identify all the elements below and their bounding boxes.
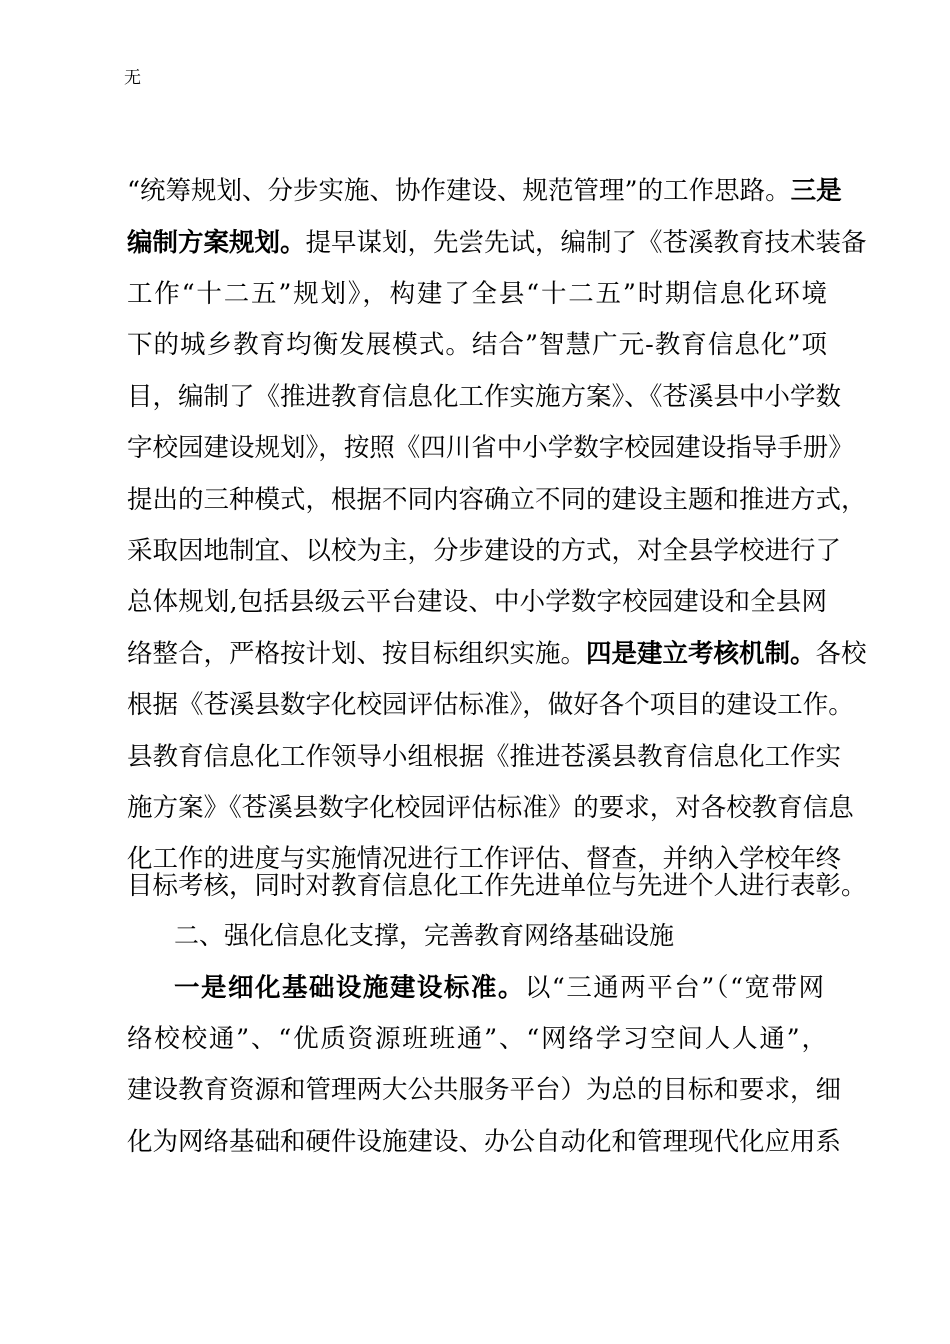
paragraph-line <box>174 963 824 1013</box>
bold-phrase: 三是 <box>790 176 842 206</box>
text-run: 县教育信息化工作领导小组根据《推进苍溪县教育信息化工作实 <box>127 742 842 772</box>
bold-phrase: 编制方案规划。 <box>127 228 306 258</box>
text-run: 字校园建设规划》，按照《四川省中小学数字校园建设指导手册》 <box>127 433 854 463</box>
text-run: 目标考核，同时对教育信息化工作先进单位与先进个人进行表彰。 <box>127 871 867 901</box>
text-run: 络校校通”、“优质资源班班通”、“网络学习空间人人通”， <box>127 1024 827 1054</box>
text-run: 二、强化信息化支撑，完善教育网络基础设施 <box>174 921 675 950</box>
paragraph-line <box>127 783 854 833</box>
text-run: “统筹规划、分步实施、协作建设、规范管理”的工作思路。 <box>127 176 791 206</box>
paragraph-line <box>127 269 827 319</box>
paragraph-line <box>127 629 867 679</box>
text-run: 建设教育资源和管理两大公共服务平台）为总的目标和要求，细 <box>127 1075 842 1105</box>
text-run: 采取因地制宜、以校为主，分步建设的方式，对全县学校进行了 <box>127 536 842 566</box>
section-heading <box>174 911 674 961</box>
paragraph-line <box>127 732 842 782</box>
paragraph-line <box>127 1117 842 1167</box>
paragraph-line <box>127 1014 827 1064</box>
text-run: 施方案》《苍溪县数字化校园评估标准》的要求，对各校教育信息 <box>127 793 854 823</box>
paragraph-line <box>127 475 867 525</box>
text-run: 化为网络基础和硬件设施建设、办公自动化和管理现代化应用系 <box>127 1127 842 1157</box>
bold-phrase: 一是细化基础设施建设标准。 <box>174 973 525 1003</box>
paragraph-line <box>127 680 854 730</box>
text-run: 各校 <box>815 639 867 669</box>
paragraph-line <box>127 1065 842 1115</box>
paragraph-line <box>127 320 827 370</box>
paragraph-line <box>127 372 842 422</box>
paragraph-line <box>127 218 867 268</box>
text-run: 化工作的进度与实施情况进行工作评估、督查，并纳入学校年终 <box>127 844 842 874</box>
text-run: 工作“十二五”规划》，构建了全县“十二五”时期信息化环境 <box>127 279 827 309</box>
text-run: 络整合，严格按计划、按目标组织实施。 <box>127 639 587 669</box>
text-run: 目，编制了《推进教育信息化工作实施方案》、《苍溪县中小学数 <box>127 382 842 412</box>
text-run: 提早谋划，先尝先试，编制了《苍溪教育技术装备 <box>305 228 867 258</box>
paragraph-line <box>127 526 842 576</box>
paragraph-line <box>127 166 842 216</box>
paragraph-line <box>127 423 854 473</box>
text-run: 以“三通两平台”（“宽带网 <box>524 973 824 1003</box>
text-run: 根据《苍溪县数字化校园评估标准》，做好各个项目的建设工作。 <box>127 690 854 720</box>
bold-phrase: 四是建立考核机制。 <box>586 639 816 669</box>
text-run: 总体规划,包括县级云平台建设、中小学数字校园建设和全县网 <box>127 587 827 617</box>
paragraph-line <box>127 861 867 911</box>
text-run: 提出的三种模式，根据不同内容确立不同的建设主题和推进方式， <box>127 485 867 515</box>
paragraph-line <box>127 577 827 627</box>
page-header: 无 <box>124 68 141 88</box>
text-run: 下的城乡教育均衡发展模式。结合”智慧广元-教育信息化”项 <box>127 330 827 360</box>
